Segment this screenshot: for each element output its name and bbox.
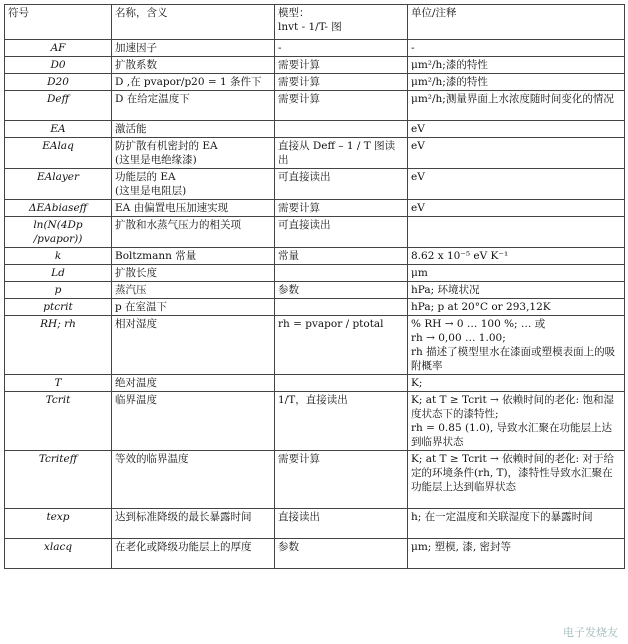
header-symbol: 符号	[5, 5, 112, 40]
name-cell: p 在室温下	[112, 299, 275, 316]
symbol-cell: Ld	[5, 265, 112, 282]
table-row	[5, 40, 625, 57]
table-row	[5, 316, 625, 375]
unit-cell	[408, 217, 625, 248]
table-row	[5, 282, 625, 299]
symbol-cell: ln(N(4Dp /pvapor))	[5, 217, 112, 248]
model-cell	[275, 299, 408, 316]
model-cell: 参数	[275, 539, 408, 569]
table-row	[5, 265, 625, 282]
header-model	[275, 5, 408, 40]
symbol-cell: D20	[5, 74, 112, 91]
model-cell: 可直接读出	[275, 217, 408, 248]
table-row	[5, 539, 625, 569]
unit-cell: 8.62 x 10⁻⁵ eV K⁻¹	[408, 248, 625, 265]
name-cell: 在老化或降级功能层上的厚度	[112, 539, 275, 569]
unit-cell: % RH → 0 … 100 %; … 或 rh → 0,00 … 1.00; rh 描述了模型里水在漆面或塑模表面上的吸附概率	[408, 316, 625, 375]
name-cell: 蒸汽压	[112, 282, 275, 299]
table-row	[5, 200, 625, 217]
table-row	[5, 217, 625, 248]
table-row	[5, 392, 625, 451]
symbol-table	[4, 4, 625, 569]
model-cell: 常量	[275, 248, 408, 265]
name-cell: 相对湿度	[112, 316, 275, 375]
table-row	[5, 57, 625, 74]
table-row	[5, 91, 625, 121]
table-row	[5, 248, 625, 265]
header-row	[5, 5, 625, 40]
symbol-cell: T	[5, 375, 112, 392]
table-row	[5, 74, 625, 91]
symbol-cell: EAlayer	[5, 169, 112, 200]
model-cell: 直接从 Deff – 1 / T 图读出	[275, 138, 408, 169]
table-row	[5, 375, 625, 392]
symbol-cell: texp	[5, 509, 112, 539]
table-row	[5, 299, 625, 316]
symbol-cell: ptcrit	[5, 299, 112, 316]
model-cell: 参数	[275, 282, 408, 299]
unit-cell: -	[408, 40, 625, 57]
name-cell: 绝对温度	[112, 375, 275, 392]
symbol-cell: D0	[5, 57, 112, 74]
model-cell: 需要计算	[275, 74, 408, 91]
symbol-cell: ΔEAbiaseff	[5, 200, 112, 217]
symbol-cell: EAlaq	[5, 138, 112, 169]
model-cell: 1/T，直接读出	[275, 392, 408, 451]
unit-cell: μm; 塑模, 漆, 密封等	[408, 539, 625, 569]
name-cell: 加速因子	[112, 40, 275, 57]
model-cell: 需要计算	[275, 200, 408, 217]
name-cell: 临界温度	[112, 392, 275, 451]
unit-cell: h; 在一定温度和关联湿度下的暴露时间	[408, 509, 625, 539]
symbol-cell: AF	[5, 40, 112, 57]
unit-cell: eV	[408, 169, 625, 200]
unit-cell: μm²/h;漆的特性	[408, 57, 625, 74]
name-cell: Boltzmann 常量	[112, 248, 275, 265]
model-cell: 需要计算	[275, 451, 408, 509]
model-cell	[275, 375, 408, 392]
name-cell: EA 由偏置电压加速实现	[112, 200, 275, 217]
name-cell: 等效的临界温度	[112, 451, 275, 509]
unit-cell: K;	[408, 375, 625, 392]
name-cell: D 在给定温度下	[112, 91, 275, 121]
header-model-text: 模型： lnvt - 1/T- 图	[278, 7, 342, 33]
symbol-cell: Tcrit	[5, 392, 112, 451]
symbol-cell: p	[5, 282, 112, 299]
symbol-cell: Tcriteff	[5, 451, 112, 509]
model-cell: 需要计算	[275, 57, 408, 74]
name-cell: D ,在 pvapor/p20 = 1 条件下	[112, 74, 275, 91]
name-cell: 达到标准降级的最长暴露时间	[112, 509, 275, 539]
unit-cell: hPa; p at 20°C or 293,12K	[408, 299, 625, 316]
name-cell: 扩散系数	[112, 57, 275, 74]
unit-cell: μm²/h;测量界面上水浓度随时间变化的情况	[408, 91, 625, 121]
model-cell: rh = pvapor / ptotal	[275, 316, 408, 375]
name-cell: 激活能	[112, 121, 275, 138]
name-cell: 扩散和水蒸气压力的相关项	[112, 217, 275, 248]
symbol-cell: EA	[5, 121, 112, 138]
model-cell: 直接读出	[275, 509, 408, 539]
table-row	[5, 169, 625, 200]
name-cell: 功能层的 EA (这里是电阻层)	[112, 169, 275, 200]
unit-cell: K; at T ≥ Tcrit → 依赖时间的老化: 饱和湿度状态下的漆特性; rh = 0.85 (1.0), 导致水汇聚在功能层上达到临界状态	[408, 392, 625, 451]
unit-cell: eV	[408, 121, 625, 138]
unit-cell: μm²/h;漆的特性	[408, 74, 625, 91]
unit-cell: μm	[408, 265, 625, 282]
table-row	[5, 138, 625, 169]
header-unit: 单位/注释	[408, 5, 625, 40]
table-row	[5, 509, 625, 539]
model-cell: 需要计算	[275, 91, 408, 121]
symbol-cell: xlacq	[5, 539, 112, 569]
symbol-cell: RH; rh	[5, 316, 112, 375]
unit-cell: eV	[408, 138, 625, 169]
table-row	[5, 451, 625, 509]
unit-cell: K; at T ≥ Tcrit → 依赖时间的老化: 对于给定的环境条件(rh, T)，漆特性导致水汇聚在功能层上达到临界状态	[408, 451, 625, 509]
unit-cell: hPa; 环境状况	[408, 282, 625, 299]
name-cell: 扩散长度	[112, 265, 275, 282]
model-cell	[275, 265, 408, 282]
symbol-cell: k	[5, 248, 112, 265]
model-cell	[275, 121, 408, 138]
model-cell: -	[275, 40, 408, 57]
watermark: 电子发烧友	[563, 626, 618, 639]
header-name: 名称，含义	[112, 5, 275, 40]
unit-cell: eV	[408, 200, 625, 217]
name-cell: 防扩散有机密封的 EA (这里是电绝缘漆)	[112, 138, 275, 169]
model-cell: 可直接读出	[275, 169, 408, 200]
table-row	[5, 121, 625, 138]
symbol-cell: Deff	[5, 91, 112, 121]
